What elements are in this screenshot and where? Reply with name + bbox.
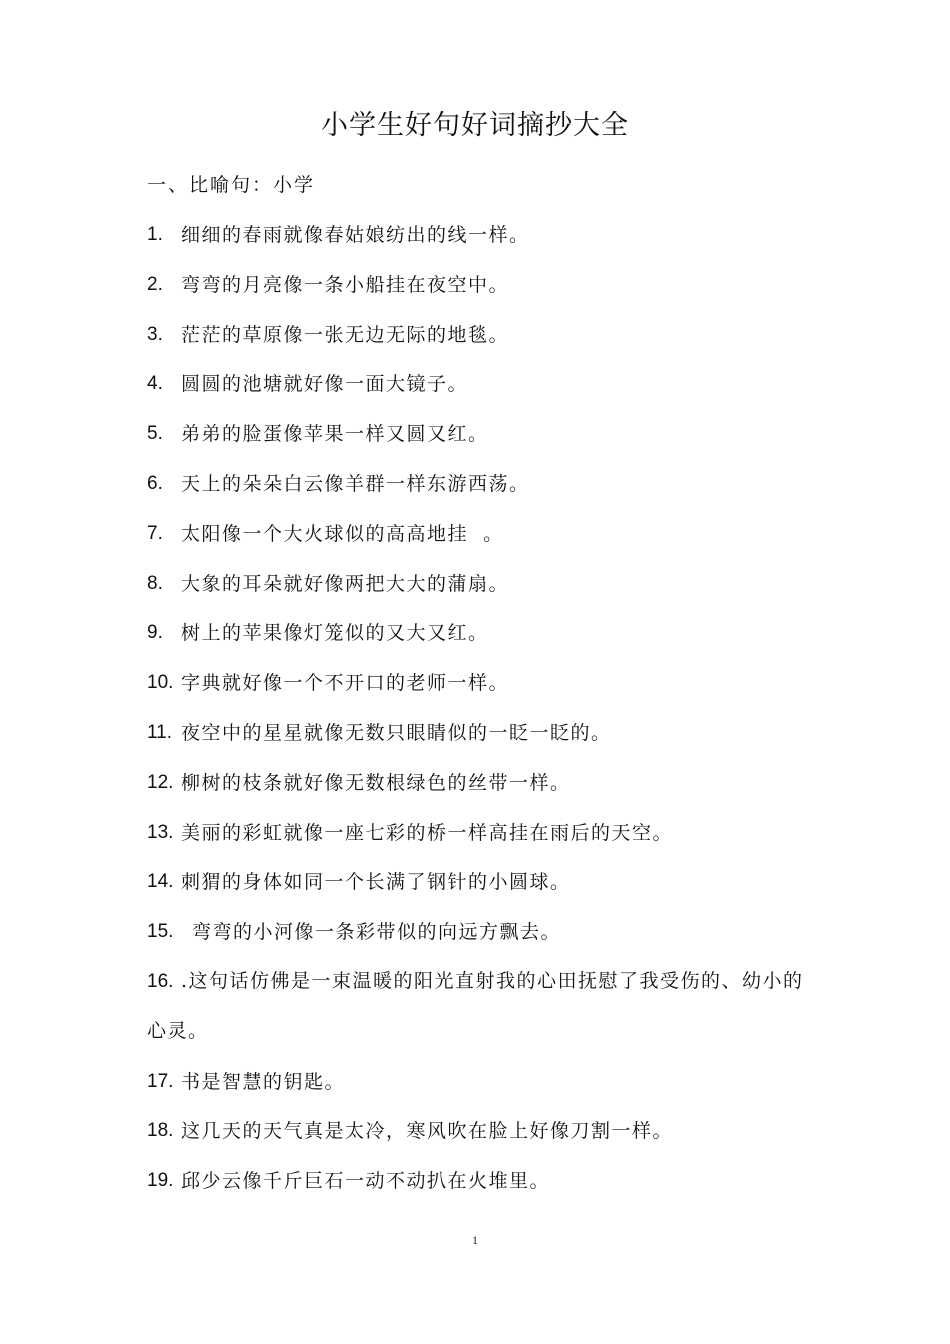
item-number: 2. xyxy=(147,273,163,295)
item-text: 圆圆的池塘就好像一面大镜子。 xyxy=(181,373,469,396)
document-title: 小学生好句好词摘抄大全 xyxy=(321,110,629,141)
list-item xyxy=(147,320,817,350)
list-item xyxy=(147,519,817,549)
item-number: 18. xyxy=(147,1120,174,1142)
list-item xyxy=(147,220,817,250)
item-number: 11. xyxy=(147,721,173,743)
item-number: 10. xyxy=(147,672,174,694)
list-item xyxy=(147,917,817,947)
item-text: 字典就好像一个不开口的老师一样。 xyxy=(181,672,510,695)
item-number: 3. xyxy=(147,323,163,345)
item-text: 书是智慧的钥匙。 xyxy=(181,1070,346,1093)
list-item xyxy=(147,768,817,798)
item-text: 刺猬的身体如同一个长满了钢针的小圆球。 xyxy=(181,871,571,894)
item-text: 邱少云像千斤巨石一动不动扒在火堆里。 xyxy=(181,1170,551,1193)
item-text: 柳树的枝条就好像无数根绿色的丝带一样。 xyxy=(181,771,571,794)
list-item xyxy=(147,718,817,748)
item-text: .这句话仿佛是一束温暖的阳光直射我的心田抚慰了我受伤的、幼小的心灵。 xyxy=(147,970,804,1042)
item-text: 夜空中的星星就像无数只眼睛似的一眨一眨的。 xyxy=(181,721,612,744)
item-number: 8. xyxy=(147,572,163,594)
list-item xyxy=(147,469,817,499)
item-number: 17. xyxy=(147,1070,174,1092)
item-text: 美丽的彩虹就像一座七彩的桥一样高挂在雨后的天空。 xyxy=(181,821,674,844)
item-text: 细细的春雨就像春姑娘纺出的线一样。 xyxy=(181,224,530,246)
list-item xyxy=(147,668,817,698)
list-item xyxy=(147,867,817,897)
item-text: 太阳像一个大火球似的高高地挂 。 xyxy=(181,522,504,545)
item-number: 9. xyxy=(147,622,163,644)
item-text: 大象的耳朵就好像两把大大的蒲扇。 xyxy=(181,572,510,595)
item-text: 弯弯的月亮像一条小船挂在夜空中。 xyxy=(181,273,510,296)
list-item xyxy=(147,1116,817,1146)
list-item xyxy=(147,957,817,1057)
list-item xyxy=(147,818,817,848)
item-number: 13. xyxy=(147,821,174,843)
item-number: 6. xyxy=(147,472,163,494)
item-number: 15. xyxy=(147,921,174,943)
item-text: 茫茫的草原像一张无边无际的地毯。 xyxy=(181,323,510,346)
item-number: 12. xyxy=(147,771,174,793)
list-item xyxy=(147,1067,817,1097)
sentence-list xyxy=(147,220,817,1216)
item-number: 14. xyxy=(147,871,174,893)
item-number: 19. xyxy=(147,1170,174,1192)
section-heading: 一、比喻句：小学 xyxy=(147,174,316,196)
page-number: 1 xyxy=(472,1233,478,1247)
list-item xyxy=(147,618,817,648)
item-text: 弟弟的脸蛋像苹果一样又圆又红。 xyxy=(181,423,489,446)
item-number: 4. xyxy=(147,373,163,395)
item-number: 5. xyxy=(147,423,163,445)
list-item xyxy=(147,1166,817,1196)
item-number: 7. xyxy=(147,522,163,544)
item-text: 天上的朵朵白云像羊群一样东游西荡。 xyxy=(181,472,530,495)
item-number: 16. xyxy=(147,971,174,993)
list-item xyxy=(147,569,817,599)
list-item xyxy=(147,270,817,300)
item-number: 1. xyxy=(147,224,163,245)
item-text: 树上的苹果像灯笼似的又大又红。 xyxy=(181,622,489,645)
item-text: 这几天的天气真是太冷，寒风吹在脸上好像刀割一样。 xyxy=(181,1120,674,1143)
list-item xyxy=(147,369,817,399)
item-text: 弯弯的小河像一条彩带似的向远方飘去。 xyxy=(192,921,562,944)
list-item xyxy=(147,419,817,449)
